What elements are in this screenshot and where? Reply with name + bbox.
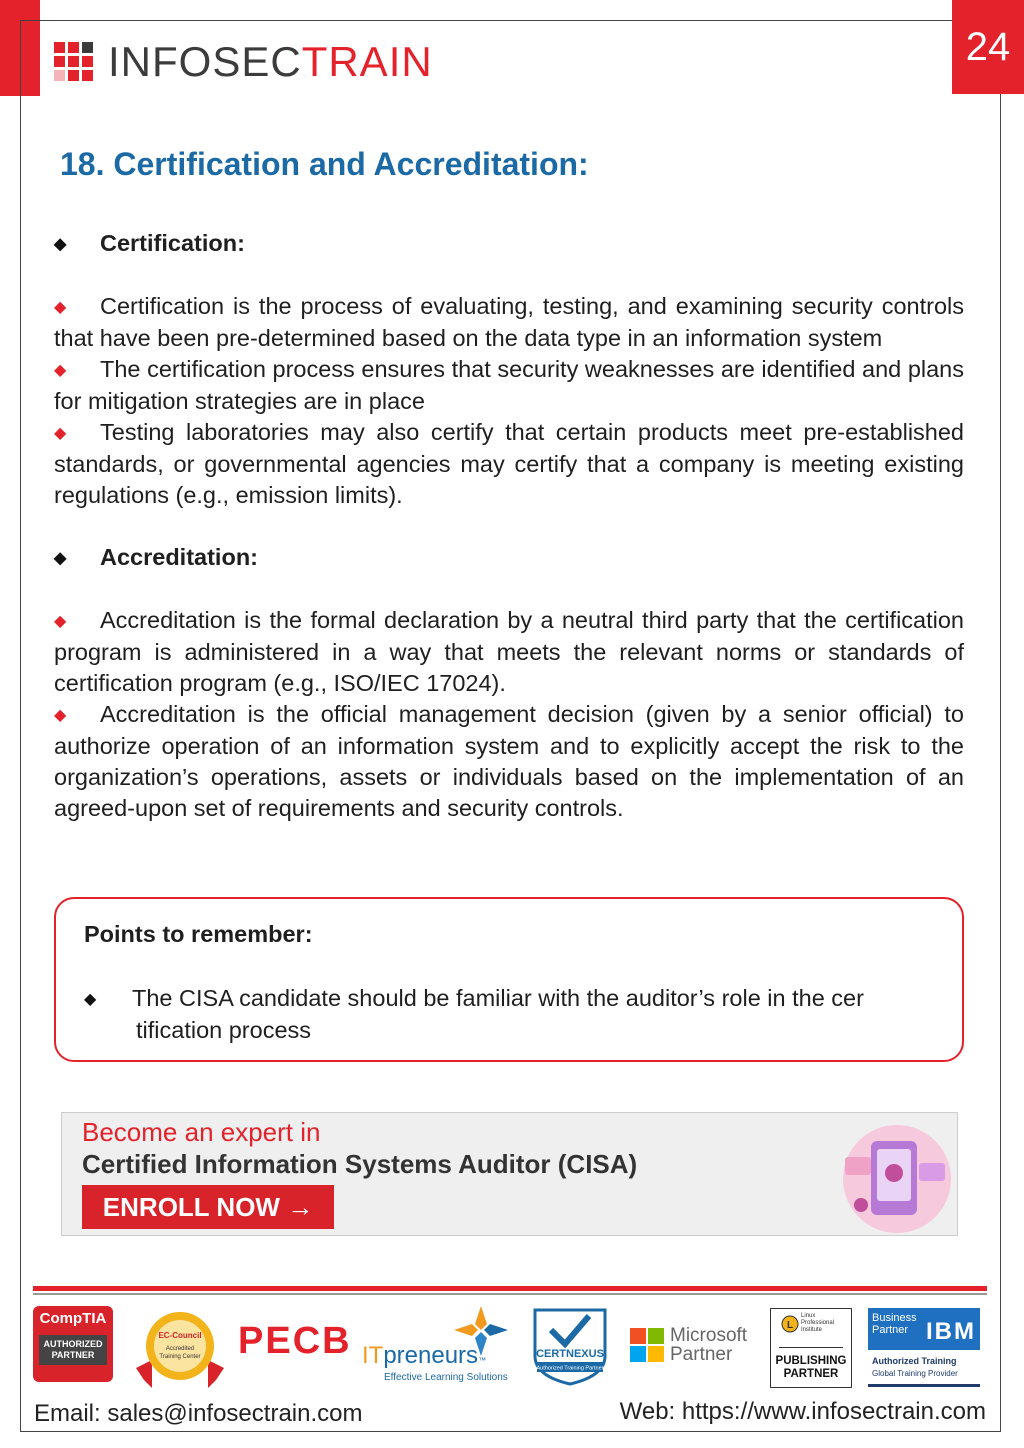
footer-website[interactable]: Web: https://www.infosectrain.com — [619, 1398, 986, 1425]
list-item: ◆ Accreditation is the formal declaration by a neutral third party that the certification program is administered in a way that meets the relevant norms or standards of certification program (e.g., ISO/IEC 17024). — [54, 607, 964, 696]
list-item: ◆ Accreditation is the official management decision (given by a senior official) to authorize operation of an information system and to explicitly accept the risk to the organization’s operations, assets or individuals based on the implementation of an agreed-upon set of requirements and security controls. — [54, 701, 964, 821]
list-item: ◆ Certification is the process of evaluating, testing, and examining security controls that have been pre-determined based on the data type in an information system — [54, 293, 964, 351]
accreditation-heading: ◆ Accreditation: — [54, 542, 964, 574]
main-content — [54, 228, 964, 824]
footer-email[interactable]: Email: sales@infosectrain.com — [34, 1400, 363, 1427]
microsoft-grid-icon — [630, 1328, 664, 1362]
lpi-publishing-partner-logo: L Linux Professional Institute PUBLISHING PARTNER — [770, 1308, 852, 1388]
footer-red-rule — [33, 1286, 987, 1291]
pecb-logo: PECB — [238, 1320, 352, 1362]
comptia-logo: CompTIA AUTHORIZED PARTNER — [33, 1306, 113, 1382]
certnexus-logo: Authorized Training Partner CERTNEXUS — [531, 1306, 609, 1386]
banner-course-name: Certified Information Systems Auditor (CISA) — [82, 1149, 638, 1179]
microsoft-partner-logo: Microsoft Partner — [630, 1326, 760, 1366]
security-illustration-icon — [827, 1113, 957, 1236]
lpi-emblem-icon — [781, 1315, 799, 1333]
remember-item: ◆ The CISA candidate should be familiar with the auditor’s role in the cer tification process — [84, 985, 864, 1043]
diamond-bullet-icon: ◆ — [54, 362, 67, 379]
svg-text:L: L — [786, 1320, 794, 1331]
enroll-now-button[interactable]: ENROLL NOW → — [82, 1185, 334, 1229]
logo-wordmark: INFOSECTRAIN — [108, 38, 433, 85]
certnexus-shield-icon — [531, 1306, 609, 1386]
diamond-bullet-icon: ◆ — [54, 425, 67, 442]
page-number: 24 — [952, 0, 1024, 94]
section-title: 18. Certification and Accreditation: — [60, 146, 589, 182]
banner-tagline: Become an expert in — [82, 1117, 321, 1147]
svg-text:Accredited: Accredited — [165, 1346, 195, 1352]
infosectrain-logo — [54, 38, 433, 86]
list-item: ◆ Testing laboratories may also certify that certain products meet pre-established standards, or governmental agencies may certify that a company is meeting existing regulations (e.g., emission limits). — [54, 419, 964, 508]
svg-text:Training Center: Training Center — [159, 1354, 201, 1360]
footer-gray-rule — [33, 1293, 987, 1295]
svg-text:Authorized Training Partner: Authorized Training Partner — [536, 1365, 604, 1372]
diamond-bullet-icon: ◆ — [84, 991, 97, 1008]
svg-text:EC-Council: EC-Council — [158, 1331, 202, 1340]
diamond-bullet-icon: ◆ — [54, 236, 67, 253]
logo-grid-icon — [54, 42, 94, 82]
diamond-bullet-icon: ◆ — [54, 707, 67, 724]
remember-title: Points to remember: — [84, 921, 313, 947]
certification-heading: ◆ Certification: — [54, 228, 964, 260]
ec-council-badge-icon — [128, 1308, 232, 1388]
diamond-bullet-icon: ◆ — [54, 613, 67, 630]
points-to-remember-box — [54, 897, 964, 1062]
diamond-bullet-icon: ◆ — [54, 299, 67, 316]
diamond-bullet-icon: ◆ — [54, 550, 67, 567]
list-item: ◆ The certification process ensures that security weaknesses are identified and plans for mitigation strategies are in place — [54, 356, 964, 414]
ibm-business-partner-logo: Business Partner IBM Authorized Training Global Training Provider — [868, 1308, 980, 1388]
itpreneurs-logo: ITpreneurs™ Effective Learning Solutions — [362, 1306, 514, 1388]
cisa-promo-banner[interactable] — [61, 1112, 958, 1236]
